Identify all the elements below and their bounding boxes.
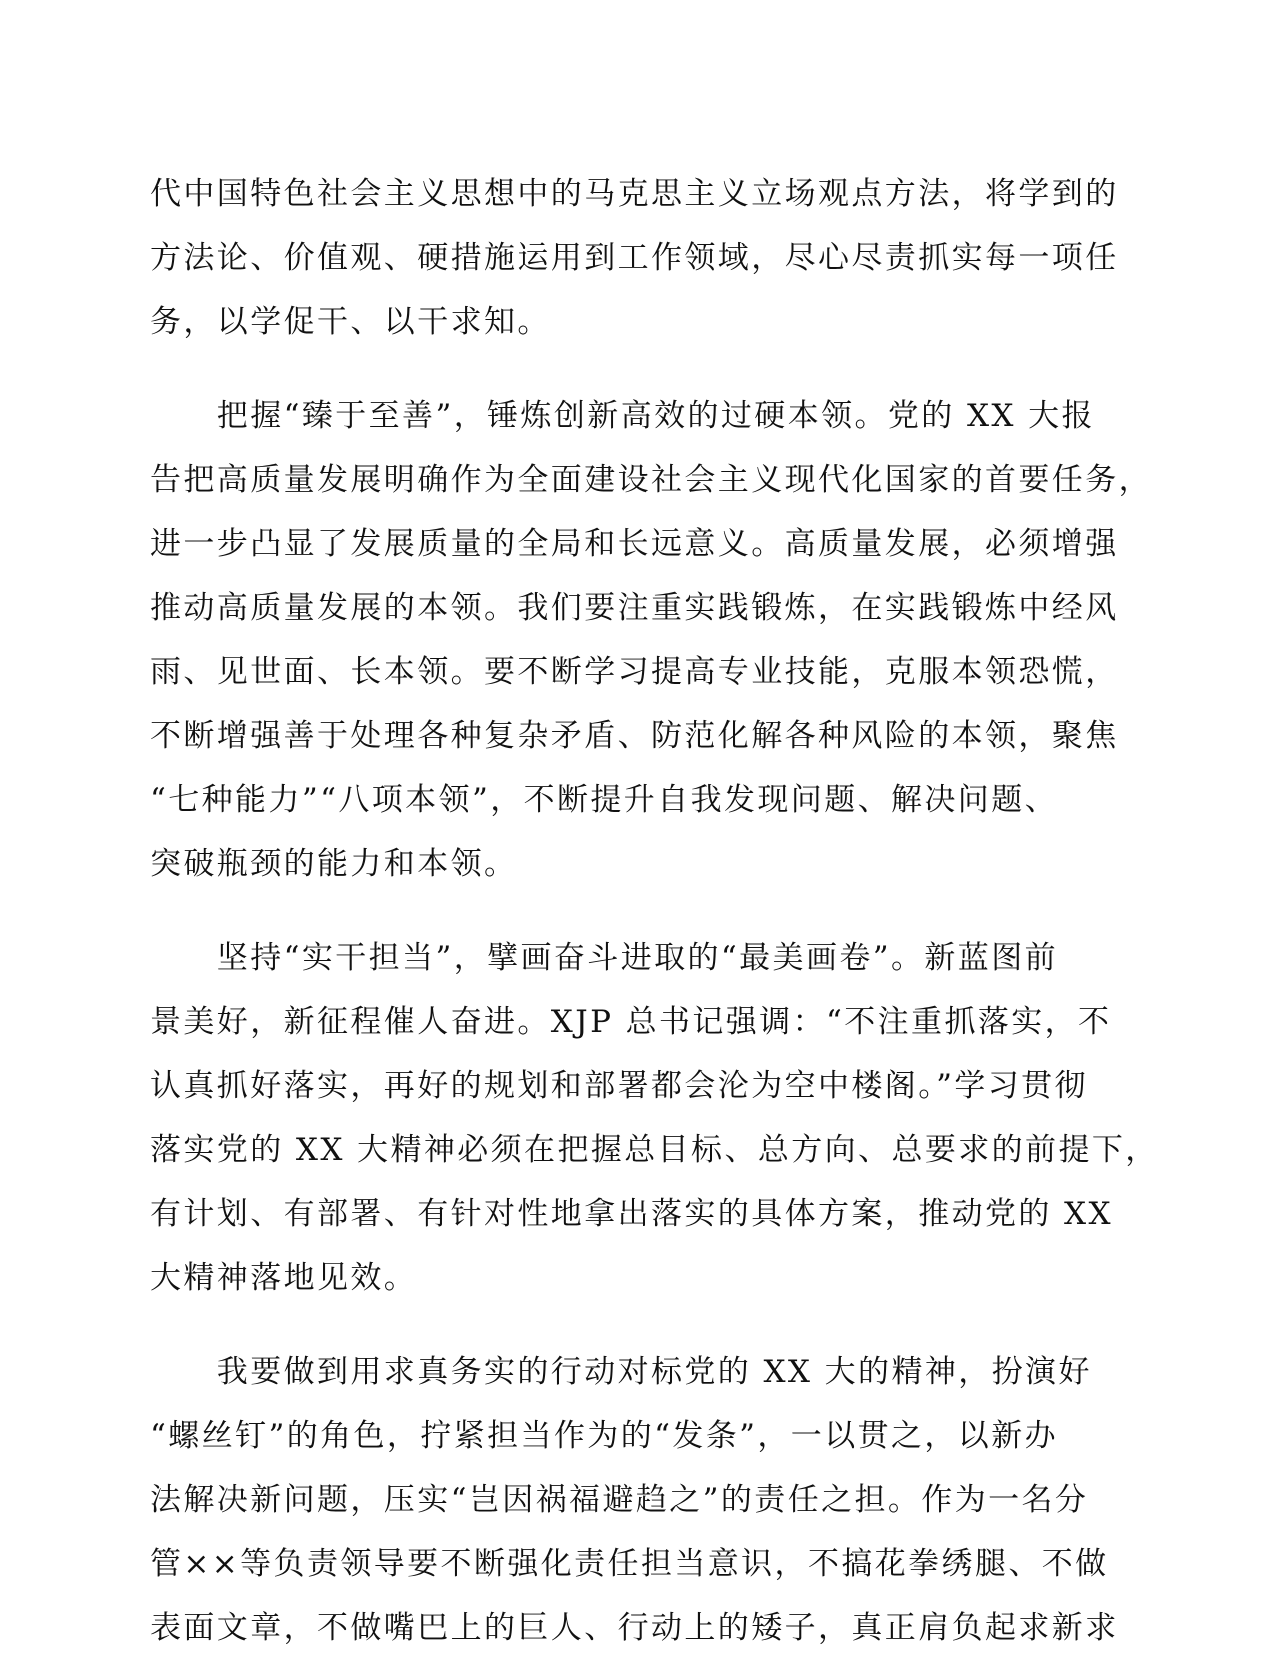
text-line: 代中国特色社会主义思想中的马克思主义立场观点方法，将学到的 [150, 176, 1119, 212]
text-line: 坚持“实干担当”，擘画奋斗进取的“最美画卷”。新蓝图前 [150, 940, 1058, 976]
text-line: 有计划、有部署、有针对性地拿出落实的具体方案，推动党的 XX [150, 1196, 1113, 1232]
text-line: 我要做到用求真务实的行动对标党的 XX 大的精神，扮演好 [150, 1354, 1092, 1390]
paragraph-3 [150, 926, 1159, 1310]
text-line: 方法论、价值观、硬措施运用到工作领域，尽心尽责抓实每一项任 [150, 240, 1119, 276]
text-line: 告把高质量发展明确作为全面建设社会主义现代化国家的首要任务， [150, 462, 1152, 498]
text-line: 雨、见世面、长本领。要不断学习提高专业技能，克服本领恐慌， [150, 654, 1119, 690]
text-line: 务，以学促干、以干求知。 [150, 304, 551, 340]
text-line: 落实党的 XX 大精神必须在把握总目标、总方向、总要求的前提下， [150, 1132, 1159, 1168]
text-line: 景美好，新征程催人奋进。XJP 总书记强调：“不注重抓落实，不 [150, 1004, 1112, 1040]
text-line: 表面文章，不做嘴巴上的巨人、行动上的矮子，真正肩负起求新求 [150, 1610, 1119, 1646]
text-line: “七种能力”“八项本领”，不断提升自我发现问题、解决问题、 [150, 782, 1058, 818]
paragraph-1 [150, 162, 1130, 354]
text-line: 法解决新问题，压实“岂因祸福避趋之”的责任之担。作为一名分 [150, 1482, 1089, 1518]
text-line: 突破瓶颈的能力和本领。 [150, 846, 518, 882]
text-body [150, 162, 1159, 1660]
text-line: 推动高质量发展的本领。我们要注重实践锻炼，在实践锻炼中经风 [150, 590, 1119, 626]
paragraph-4 [150, 1340, 1130, 1660]
paragraph-gap [150, 896, 1130, 926]
paragraph-2 [150, 384, 1152, 896]
paragraph-gap [150, 1310, 1130, 1340]
paragraph-gap [150, 354, 1130, 384]
text-line: 不断增强善于处理各种复杂矛盾、防范化解各种风险的本领，聚焦 [150, 718, 1119, 754]
text-line: 管××等负责领导要不断强化责任担当意识，不搞花拳绣腿、不做 [150, 1546, 1109, 1582]
text-line: 进一步凸显了发展质量的全局和长远意义。高质量发展，必须增强 [150, 526, 1119, 562]
text-line: 大精神落地见效。 [150, 1260, 418, 1296]
text-line: 认真抓好落实，再好的规划和部署都会沦为空中楼阁。”学习贯彻 [150, 1068, 1088, 1104]
text-line: 把握“臻于至善”，锤炼创新高效的过硬本领。党的 XX 大报 [150, 398, 1095, 434]
text-line: “螺丝钉”的角色，拧紧担当作为的“发条”，一以贯之，以新办 [150, 1418, 1058, 1454]
